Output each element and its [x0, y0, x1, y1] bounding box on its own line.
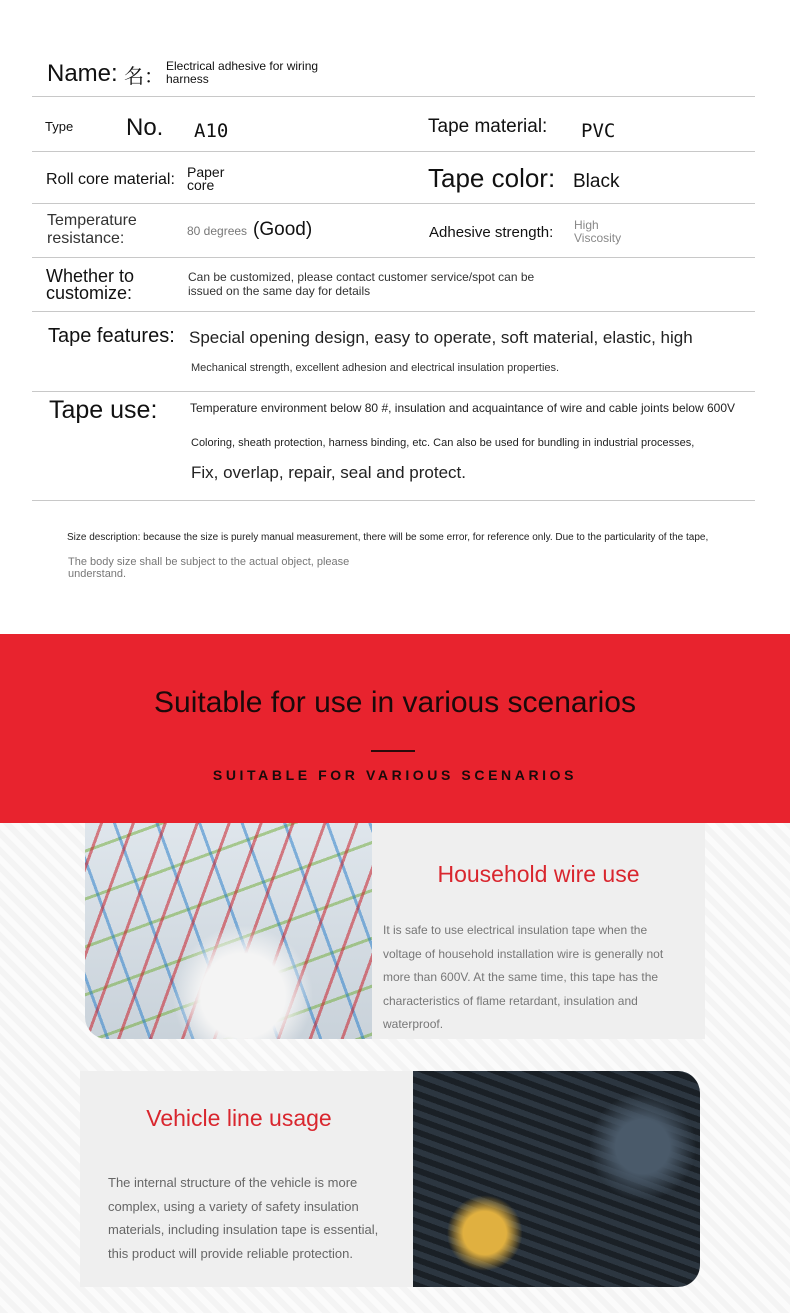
- use-line3: Fix, overlap, repair, seal and protect.: [191, 463, 466, 482]
- features-label: Tape features:: [48, 325, 175, 347]
- vehicle-title: Vehicle line usage: [146, 1105, 332, 1131]
- use-line1: Temperature environment below 80 #, insulation and acquaintance of wire and cable joints below 600V: [190, 401, 736, 415]
- divider: [32, 391, 755, 392]
- customize-label: Whether to customize:: [46, 266, 135, 303]
- vehicle-text: The internal structure of the vehicle is more complex, using a variety of safety insulation materials, including insulation tape is essential, this product will provide reliable protection.: [108, 1175, 379, 1261]
- tape-material-value: PVC: [581, 120, 616, 142]
- tape-material-label: Tape material:: [428, 116, 548, 137]
- household-panel: [372, 823, 705, 1039]
- divider: [32, 203, 755, 204]
- use-label: Tape use:: [49, 396, 158, 424]
- household-title: Household wire use: [437, 861, 640, 887]
- no-value: A10: [194, 120, 229, 142]
- type-label: Type: [45, 119, 74, 134]
- divider: [32, 96, 755, 97]
- name-cn-label: 名：: [124, 66, 164, 88]
- customize-value: Can be customized, please contact customer service/spot can be issued on the same day for details: [188, 270, 535, 298]
- scenario-banner: [0, 634, 790, 823]
- roll-core-label: Roll core material:: [46, 171, 175, 188]
- features-line2: Mechanical strength, excellent adhesion and electrical insulation properties.: [191, 362, 560, 374]
- temp-value: 80 degrees: [187, 224, 248, 238]
- household-text: It is safe to use electrical insulation tape when the voltage of household installation wire is generally not more than 600V. At the same time, this tape has the characteristics of flame retardant, insulation and waterproof.: [383, 923, 664, 1031]
- household-wire-image: [85, 823, 372, 1039]
- temp-note: (Good): [253, 219, 313, 240]
- divider: [32, 257, 755, 258]
- size-note-2: The body size shall be subject to the actual object, please understand.: [68, 556, 350, 580]
- use-line2: Coloring, sheath protection, harness binding, etc. Can also be used for bundling in industrial processes,: [191, 437, 695, 449]
- divider: [32, 151, 755, 152]
- no-label: No.: [126, 114, 164, 141]
- divider: [32, 311, 755, 312]
- temp-value-group: [187, 219, 312, 241]
- temp-label: Temperature resistance:: [47, 212, 137, 247]
- name-value: Electrical adhesive for wiring harness: [166, 59, 319, 86]
- adhesive-value: High Viscosity: [574, 218, 622, 245]
- banner-subtitle: SUITABLE FOR VARIOUS SCENARIOS: [212, 767, 578, 783]
- name-label: Name:: [47, 60, 118, 87]
- roll-core-value: Paper core: [187, 164, 225, 193]
- adhesive-label: Adhesive strength:: [429, 224, 554, 241]
- banner-divider: [371, 750, 415, 752]
- size-note-1: Size description: because the size is purely manual measurement, there will be some error, for reference only. Due to the particularity of the tape,: [67, 532, 709, 543]
- banner-title: Suitable for use in various scenarios: [154, 686, 636, 719]
- vehicle-panel: [80, 1071, 413, 1287]
- features-line1: Special opening design, easy to operate, soft material, elastic, high: [189, 328, 693, 347]
- tape-color-label: Tape color:: [428, 163, 556, 193]
- vehicle-engine-image: [413, 1071, 700, 1287]
- tape-color-value: Black: [573, 171, 620, 192]
- divider: [32, 500, 755, 501]
